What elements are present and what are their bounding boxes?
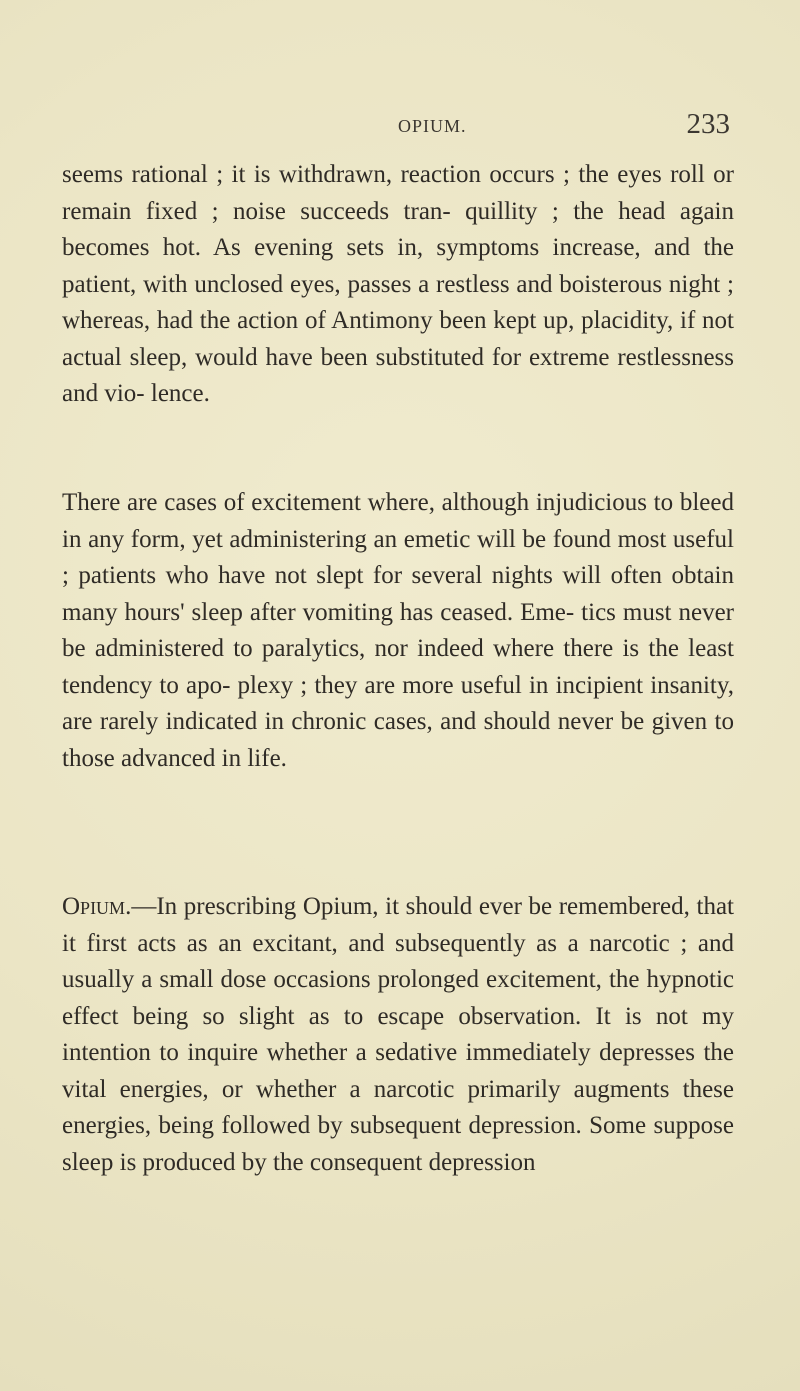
paragraph-antimony-continuation: seems rational ; it is withdrawn, reaction occurs ; the eyes roll or remain fixed ; noise succeeds tran- quillity ; the head again becomes hot. As evening sets in, symptoms increase, and the patient, with unclosed eyes, passes a restless and boisterous night ; whereas, had the action of Antimony been kept up, placidity, if not actual sleep, would have been substituted for extreme restlessness and vio- lence.	[62, 161, 734, 408]
paragraph-emetics-text: There are cases of excitement where, although injudicious to bleed in any form, yet administering an emetic will be found most useful ; patients who have not slept for several nights will often obtain many hours' sleep after vomiting has ceased. Eme- tics must never be administered to paralytics, nor indeed where there is the least tendency to apo- plexy ; they are more useful in incipient insanity, are rarely indicated in chronic cases, and should never be given to those advanced in life.	[62, 489, 734, 772]
running-title: OPIUM.	[398, 116, 467, 136]
section-heading-opium: Opium.	[62, 893, 132, 920]
paragraph-opium	[62, 889, 734, 1181]
page-number: 233	[686, 108, 730, 140]
page-header	[60, 108, 730, 148]
paragraph-emetics	[62, 485, 734, 777]
paragraph-opium-text: —In prescribing Opium, it should ever be remembered, that it first acts as an excitant, and subsequently as a narcotic ; and usually a small dose occasions prolonged excitement, the hypnotic effect being so slight as to escape observation. It is not my intention to inquire whether a sedative immediately depresses the vital energies, or whether a narcotic primarily augments these energies, being followed by subsequent depression. Some suppose sleep is produced by the consequent depression	[62, 893, 734, 1176]
